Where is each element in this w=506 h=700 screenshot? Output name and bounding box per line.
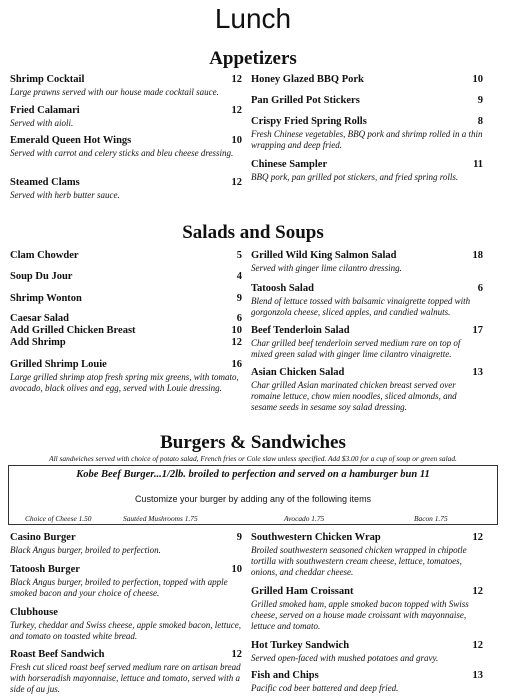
item-description: Served with carrot and celery sticks and bleu cheese dressing. <box>10 148 234 158</box>
item-name: Clam Chowder <box>10 250 79 261</box>
burgers-left-column <box>10 532 242 695</box>
menu-item <box>10 607 242 649</box>
item-name: Casino Burger <box>10 532 76 543</box>
item-price: 11 <box>473 159 483 170</box>
menu-item <box>10 74 242 105</box>
page-title: Lunch <box>214 3 292 34</box>
item-price: 12 <box>472 586 483 597</box>
salads-right-column <box>251 250 483 413</box>
item-price: 12 <box>231 337 242 348</box>
item-name: Crispy Fried Spring Rolls <box>251 116 367 127</box>
item-name: Grilled Wild King Salmon Salad <box>251 250 397 261</box>
menu-item <box>251 586 483 640</box>
appetizers-heading: Appetizers <box>209 48 297 69</box>
menu-item <box>10 271 242 293</box>
item-name: Roast Beef Sandwich <box>10 649 105 660</box>
salads-left-column <box>10 250 242 394</box>
item-price: 9 <box>477 95 483 106</box>
menu-item <box>10 337 242 359</box>
item-name: Emerald Queen Hot Wings <box>10 135 132 146</box>
item-name: Fish and Chips <box>251 670 319 681</box>
menu-item <box>251 670 483 694</box>
menu-item <box>251 74 483 95</box>
addon-option: Sautéed Mushrooms 1.75 <box>123 514 198 523</box>
menu-item <box>251 283 483 325</box>
item-name: Shrimp Wonton <box>10 293 82 304</box>
item-name: Chinese Sampler <box>251 159 328 170</box>
item-price: 12 <box>472 532 483 543</box>
item-name: Grilled Shrimp Louie <box>10 359 107 370</box>
item-price: 12 <box>231 649 242 660</box>
item-name: Honey Glazed BBQ Pork <box>251 74 364 85</box>
item-name: Add Grilled Chicken Breast <box>10 325 136 336</box>
item-price: 12 <box>231 74 242 85</box>
item-description: Black Angus burger, broiled to perfection, topped with apple smoked bacon and your choice of cheese. <box>10 577 228 598</box>
menu-item <box>10 359 242 394</box>
appetizers-right-column <box>251 74 483 183</box>
item-price: 12 <box>472 640 483 651</box>
salads-heading: Salads and Soups <box>182 222 324 243</box>
item-name: Pan Grilled Pot Stickers <box>251 95 360 106</box>
item-description: Fresh Chinese vegetables, BBQ pork and shrimp rolled in a thin wrapping and deep fried. <box>251 129 483 150</box>
item-description: Broiled southwestern seasoned chicken wrapped in chipotle tortilla with southwestern cream cheese, lettuce, tomatoes, onions, and cheddar cheese. <box>251 545 467 577</box>
item-name: Shrimp Cocktail <box>10 74 85 85</box>
item-name: Caesar Salad <box>10 313 70 324</box>
item-price: 10 <box>472 74 483 85</box>
item-price: 13 <box>472 367 483 378</box>
menu-item <box>251 250 483 283</box>
item-price: 4 <box>236 271 242 282</box>
item-price: 17 <box>472 325 483 336</box>
item-name: Steamed Clams <box>10 177 80 188</box>
item-price: 9 <box>236 293 242 304</box>
item-name: Hot Turkey Sandwich <box>251 640 350 651</box>
menu-item <box>10 564 242 607</box>
item-price: 10 <box>231 135 242 146</box>
menu-item <box>251 532 483 586</box>
item-price: 12 <box>231 105 242 116</box>
item-name: Fried Calamari <box>10 105 80 116</box>
item-description: Large prawns served with our house made cocktail sauce. <box>10 87 219 97</box>
item-price: 10 <box>231 564 242 575</box>
menu-item <box>10 250 242 271</box>
item-description: Served with ginger lime cilantro dressing. <box>251 263 402 273</box>
item-name: Beef Tenderloin Salad <box>251 325 350 336</box>
item-price: 13 <box>472 670 483 681</box>
item-description: Fresh cut sliced roast beef served medium rare on artisan bread with horseradish mayonnaise, lettuce and tomato, served with a side of au jus. <box>10 662 241 694</box>
burgers-right-column <box>251 532 483 694</box>
item-description: Grilled smoked ham, apple smoked bacon topped with Swiss cheese, served on a house made croissant with mayonnaise, lettuce and tomato. <box>251 599 469 631</box>
menu-item <box>10 105 242 135</box>
item-price: 9 <box>236 532 242 543</box>
menu-item <box>10 313 242 325</box>
appetizers-left-column <box>10 74 242 201</box>
item-price: 10 <box>231 325 242 336</box>
item-description: Black Angus burger, broiled to perfection. <box>10 545 161 555</box>
item-description: Pacific cod beer battered and deep fried. <box>251 683 399 693</box>
menu-item <box>251 116 483 159</box>
addon-option: Avocado 1.75 <box>284 514 325 523</box>
item-description: Served open-faced with mushed potatoes and gravy. <box>251 653 439 663</box>
customize-text: Customize your burger by adding any of the following items <box>134 494 372 504</box>
item-price: 12 <box>231 177 242 188</box>
item-name: Grilled Ham Croissant <box>251 586 354 597</box>
menu-item <box>251 367 483 413</box>
menu-item <box>251 640 483 670</box>
menu-item <box>10 532 242 564</box>
burgers-heading: Burgers & Sandwiches <box>160 432 346 453</box>
item-description: Large grilled shrimp atop fresh spring mix greens, with tomato, avocado, black olives and egg, served with Louie dressing. <box>10 372 239 393</box>
item-name: Soup Du Jour <box>10 271 73 282</box>
kobe-burger-title: Kobe Beef Burger...1/2lb. broiled to perfection and served on a hamburger bun 11 <box>76 469 430 480</box>
item-price: 16 <box>231 359 242 370</box>
menu-item <box>251 95 483 116</box>
addon-option: Bacon 1.75 <box>414 514 448 523</box>
item-description: BBQ pork, pan grilled pot stickers, and fried spring rolls. <box>251 172 459 182</box>
menu-item <box>10 325 242 337</box>
item-price: 6 <box>236 313 242 324</box>
item-price: 18 <box>472 250 483 261</box>
item-price: 6 <box>477 283 483 294</box>
item-description: Turkey, cheddar and Swiss cheese, apple smoked bacon, lettuce, and tomato on toasted white bread. <box>10 620 241 641</box>
item-description: Served with herb butter sauce. <box>10 190 120 200</box>
item-name: Tatoosh Burger <box>10 564 80 575</box>
item-name: Southwestern Chicken Wrap <box>251 532 381 543</box>
menu-item <box>10 293 242 313</box>
addon-option: Choice of Cheese 1.50 <box>25 514 92 523</box>
item-description: Char grilled Asian marinated chicken breast served over romaine lettuce, chow mien noodles, sliced almonds, and sesame seeds in sesame soy salad dressing. <box>251 380 457 412</box>
item-price: 8 <box>477 116 483 127</box>
menu-item <box>10 649 242 695</box>
menu-item <box>10 135 242 177</box>
item-price: 5 <box>236 250 242 261</box>
menu-item <box>251 325 483 367</box>
item-name: Add Shrimp <box>10 337 66 348</box>
sandwich-note: All sandwiches served with choice of potato salad, French fries or Cole slaw unless specified. Add $3.00 for a cup of soup or green salad. <box>49 454 457 463</box>
menu-item <box>10 177 242 201</box>
menu-item <box>251 159 483 183</box>
kobe-burger-box <box>8 465 498 525</box>
item-name: Asian Chicken Salad <box>251 367 345 378</box>
item-name: Tatoosh Salad <box>251 283 314 294</box>
item-name: Clubhouse <box>10 607 58 618</box>
item-description: Char grilled beef tenderloin served medium rare on top of mixed green salad with ginger lime cilantro vinaigrette. <box>251 338 461 359</box>
item-description: Served with aioli. <box>10 118 74 128</box>
item-description: Blend of lettuce tossed with balsamic vinaigrette topped with gorgonzola cheese, sliced apples, and candied walnuts. <box>251 296 471 317</box>
